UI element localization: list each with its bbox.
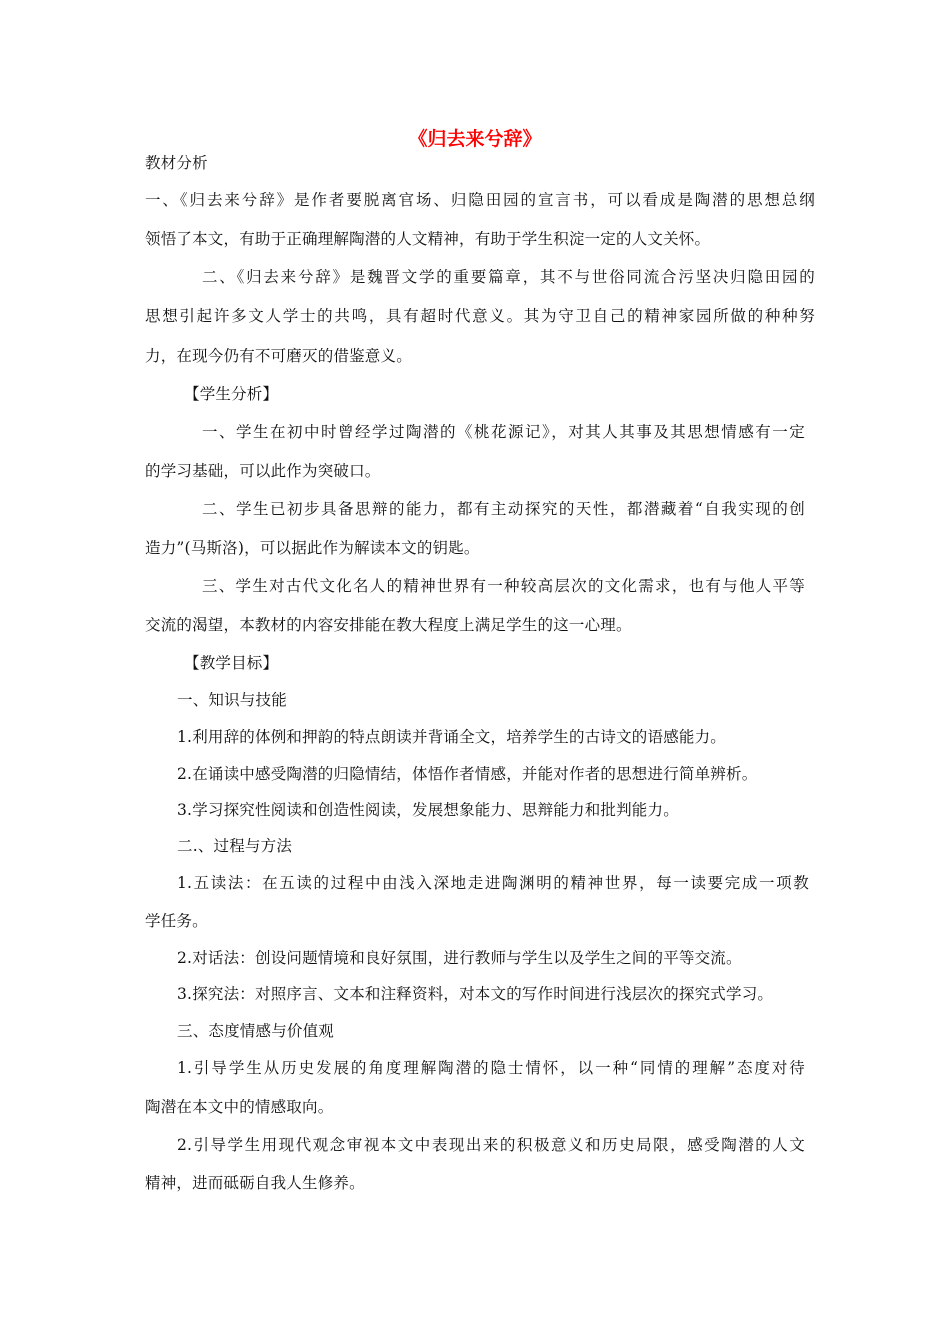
list-item: 3.学习探究性阅读和创造性阅读，发展想象能力、思辩能力和批判能力。: [177, 801, 679, 819]
paragraph-line: 学任务。: [145, 912, 208, 930]
paragraph-line: 交流的渴望，本教材的内容安排能在教大程度上满足学生的这一心理。: [145, 616, 632, 634]
paragraph-line: 的学习基础，可以此作为突破口。: [145, 462, 381, 480]
list-item: 1.五读法：在五读的过程中由浅入深地走进陶渊明的精神世界，每一读要完成一项教: [177, 874, 809, 892]
section-heading-teaching-goals: 【教学目标】: [184, 654, 279, 672]
paragraph-line: 一、《归去来兮辞》是作者要脱离官场、归隐田园的宣言书，可以看成是陶潜的思想总纲: [145, 191, 815, 209]
paragraph-line: 一、学生在初中时曾经学过陶潜的《桃花源记》，对其人其事及其思想情感有一定: [202, 423, 805, 441]
paragraph-line: 二、学生已初步具备思辩的能力，都有主动探究的天性，都潜藏着“自我实现的创: [202, 500, 805, 518]
paragraph-line: 领悟了本文，有助于正确理解陶潜的人文精神，有助于学生积淀一定的人文关怀。: [145, 230, 711, 248]
document-title: 《归去来兮辞》: [408, 128, 542, 150]
paragraph-line: 力，在现今仍有不可磨灭的借鉴意义。: [145, 347, 412, 365]
paragraph-line: 精神，进而砥砺自我人生修养。: [145, 1174, 365, 1192]
subsection-heading: 一、知识与技能: [177, 691, 287, 709]
paragraph-line: 三、学生对古代文化名人的精神世界有一种较高层次的文化需求，也有与他人平等: [202, 577, 805, 595]
paragraph-line: 思想引起许多文人学士的共鸣，具有超时代意义。其为守卫自己的精神家园所做的种种努: [145, 307, 815, 325]
subsection-heading: 二.、过程与方法: [177, 837, 293, 855]
list-item: 2.引导学生用现代观念审视本文中表现出来的积极意义和历史局限，感受陶潜的人文: [177, 1136, 805, 1154]
paragraph-line: 二、《归去来兮辞》是魏晋文学的重要篇章，其不与世俗同流合污坚决归隐田园的: [202, 268, 815, 286]
list-item: 2.在诵读中感受陶潜的归隐情结，体悟作者情感，并能对作者的思想进行简单辨析。: [177, 765, 758, 783]
paragraph-line: 陶潜在本文中的情感取向。: [145, 1098, 334, 1116]
paragraph-line: 造力”(马斯洛)，可以据此作为解读本文的钥匙。: [145, 539, 480, 557]
subsection-heading: 三、态度情感与价值观: [177, 1022, 335, 1040]
list-item: 1.利用辞的体例和押韵的特点朗读并背诵全文，培养学生的古诗文的语感能力。: [177, 728, 726, 746]
section-heading-textbook-analysis: 教材分析: [145, 154, 208, 172]
section-heading-student-analysis: 【学生分析】: [184, 385, 279, 403]
list-item: 1.引导学生从历史发展的角度理解陶潜的隐士情怀，以一种“同情的理解”态度对待: [177, 1059, 805, 1077]
list-item: 3.探究法：对照序言、文本和注释资料，对本文的写作时间进行浅层次的探究式学习。: [177, 985, 774, 1003]
list-item: 2.对话法：创设问题情境和良好氛围，进行教师与学生以及学生之间的平等交流。: [177, 949, 742, 967]
